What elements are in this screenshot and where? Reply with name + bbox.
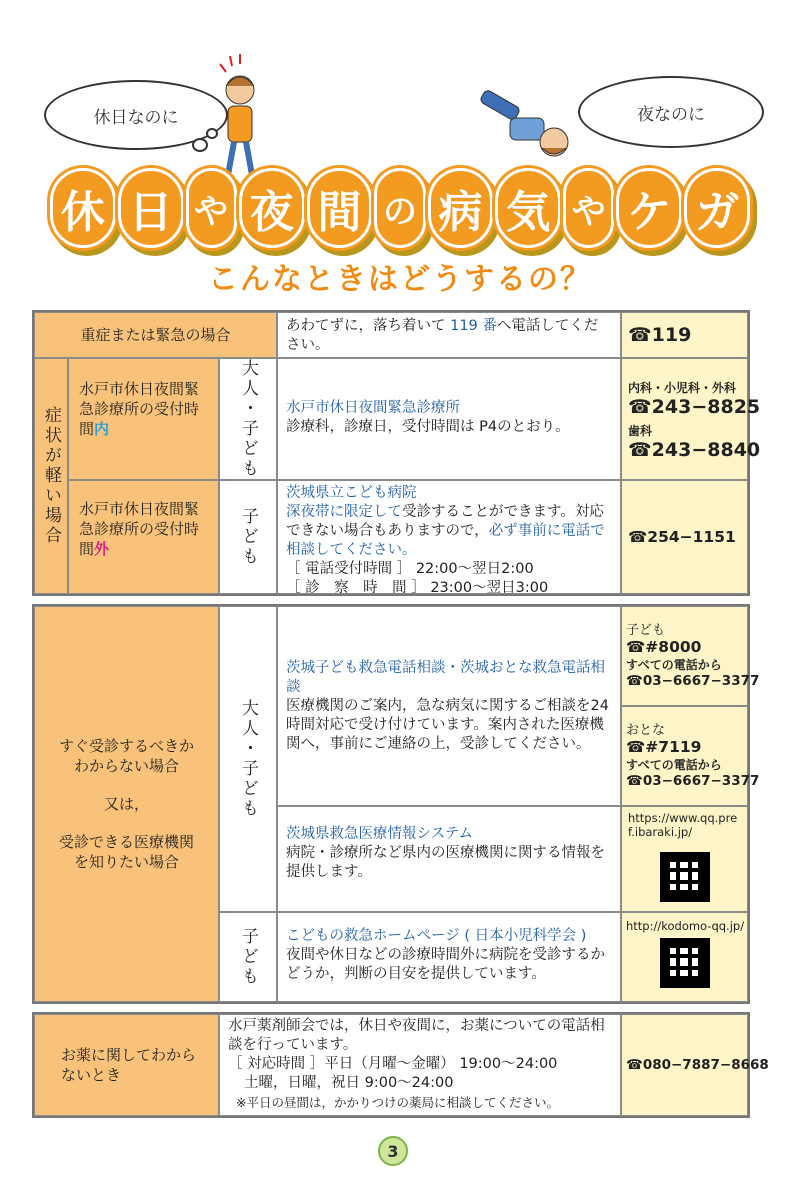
child-consult-short[interactable]: ☎#8000 [626,638,702,656]
emergency-text-cell [277,312,621,358]
medicine-note: ※平日の昼間は，かかりつけの薬局に相談してください。 [236,1095,559,1110]
outside-desc-text: 受診することができます。対応できない場合もありますので， [286,504,604,539]
outside-label-text: 水戸市休日夜間緊急診療所の受付時間 [79,500,200,558]
outside-hours-1: ［ 電話受付時間 ］ 22:00〜翌日2:00 [286,561,534,577]
title-char: ケ [616,168,682,248]
consult-label-3: 受診できる医療機関を知りたい場合 [58,833,194,871]
title-char: ガ [684,168,750,248]
emergency-phone-cell [621,312,748,358]
stomachache-child-illustration [470,90,580,180]
system-info-cell [277,806,621,912]
consult-label-cell [34,606,219,1002]
emergency-number: 119 番 [450,318,497,334]
system-url[interactable]: https://www.qq.pref.ibaraki.jp/ [628,811,738,839]
bubble-right-text: 夜なのに [637,104,705,125]
emergency-text [286,317,612,355]
bubble-left-text: 休日なのに [93,107,179,128]
medicine-info-cell [219,1014,621,1116]
within-info-cell [277,358,621,480]
within-phone-1[interactable]: ☎243−8825 [628,396,761,418]
within-phone-label-2: 歯科 [628,424,653,438]
title-char: 気 [495,168,561,248]
title-char: 日 [118,168,184,248]
consult-label-2: 又は， [103,795,149,813]
qr-code[interactable] [660,938,710,988]
outside-phone-cell [621,480,748,594]
system-desc: 病院・診療所など県内の医療機関に関する情報を提供します。 [286,845,605,880]
within-label-emphasis: 内 [94,420,110,438]
medicine-line-1: 水戸薬剤師会では，休日や夜間に，お薬についての電話相談を行っています。 [228,1018,605,1053]
outside-hours-label [79,499,210,559]
title-char: の [374,168,425,248]
emergency-text-pre: あわてずに，落ち着いて [286,318,451,334]
outside-target: 子ども [238,507,258,567]
consult-label-1: すぐ受診するべきかわからない場合 [58,737,194,775]
consult-target-child: 子ども [238,927,258,987]
adult-consult-phone[interactable]: ☎03−6667−3377 [626,773,760,789]
title-char: 休 [50,168,116,248]
outside-desc-emphasis-2: 必ず事前に電話で相談してください。 [286,523,605,558]
outside-desc-emphasis: 深夜帯に限定して [286,504,402,520]
title-char: や [563,168,614,248]
outside-info-cell [277,480,621,594]
child-consult-phone-cell [621,606,760,706]
adult-consult-label: おとな [626,723,666,738]
consult-target-both-cell [219,606,277,912]
kids-site-desc: 夜間や休日などの診療時間外に病院を受診するかどうか，判断の目安を提供しています。 [286,947,605,982]
title-char: や [186,168,237,248]
page-subtitle: こんなときはどうするの？ [208,262,592,297]
phone-consult-name: 茨城子ども救急電話相談・茨城おとな救急電話相談 [286,660,605,695]
title-char: 病 [428,168,494,248]
outside-hours-2: ［ 診 察 時 間 ］ 23:00〜翌日3:00 [286,580,549,596]
title-char: 夜 [239,168,305,248]
title-char: 間 [307,168,373,248]
adult-consult-phone-cell [621,706,760,806]
outside-hours-label-cell [68,480,219,594]
within-target-cell [219,358,277,480]
child-consult-phone[interactable]: ☎03−6667−3377 [626,673,760,689]
within-clinic-name: 水戸市休日夜間緊急診療所 [286,400,460,416]
kids-info-cell [277,912,621,1002]
emergency-phone[interactable]: ☎119 [628,324,692,346]
adult-all-phones: すべての電話から [626,758,722,772]
child-all-phones: すべての電話から [626,658,722,672]
within-target: 大人・子ども [238,359,258,479]
page-title [50,168,750,248]
phone-consult-info-cell [277,606,621,806]
qr-code[interactable] [660,852,710,902]
outside-hospital-name: 茨城県立こども病院 [286,485,417,501]
medicine-label: お薬に関してわからないとき [61,1046,197,1084]
medicine-phone[interactable]: ☎080−7887−8668 [626,1057,769,1073]
emergency-label: 重症または緊急の場合 [80,326,231,344]
mild-label: 症状が軽い場合 [41,406,61,546]
emergency-text-post: へ電話してください。 [286,318,599,353]
medicine-label-cell [34,1014,219,1116]
outside-desc [286,503,614,560]
within-phone-2[interactable]: ☎243−8840 [628,439,761,461]
within-hours-label [79,379,210,439]
adult-consult-short[interactable]: ☎#7119 [626,738,702,756]
outside-target-cell [219,480,277,594]
medicine-line-2: ［ 対応時間 ］平日（月曜〜金曜） 19:00〜24:00 [228,1056,558,1072]
outside-label-emphasis: 外 [94,540,110,558]
child-consult-label: 子ども [626,623,666,638]
system-name: 茨城県救急医療情報システム [286,826,474,842]
within-label-text: 水戸市休日夜間緊急診療所の受付時間 [79,380,200,438]
within-phone-label-1: 内科・小児科・外科 [628,381,737,395]
speech-bubble-right [578,76,764,148]
within-hours-label-cell [68,358,219,480]
consult-target-child-cell [219,912,277,1002]
within-clinic-desc: 診療科，診療日，受付時間は P4のとおり。 [286,419,570,435]
headache-person-illustration [200,50,280,180]
emergency-label-cell [34,312,277,358]
mild-label-cell [34,358,68,594]
consult-target-both: 大人・子ども [238,699,258,819]
kids-url[interactable]: http://kodomo-qq.jp/ [626,919,745,933]
phone-consult-desc: 医療機関のご案内，急な病気に関するご相談を24 時間対応で受け付けています。案内された医療機関へ，事前にご連絡の上，受診してください。 [286,698,609,752]
medicine-line-3: 土曜，日曜，祝日 9:00〜24:00 [244,1075,454,1091]
kids-site-name: こどもの救急ホームページ ( 日本小児科学会 ) [286,928,587,944]
medicine-phone-cell [621,1014,769,1116]
page-number: 3 [378,1136,408,1166]
outside-phone[interactable]: ☎254−1151 [628,528,736,546]
within-phone-cell [621,358,761,480]
